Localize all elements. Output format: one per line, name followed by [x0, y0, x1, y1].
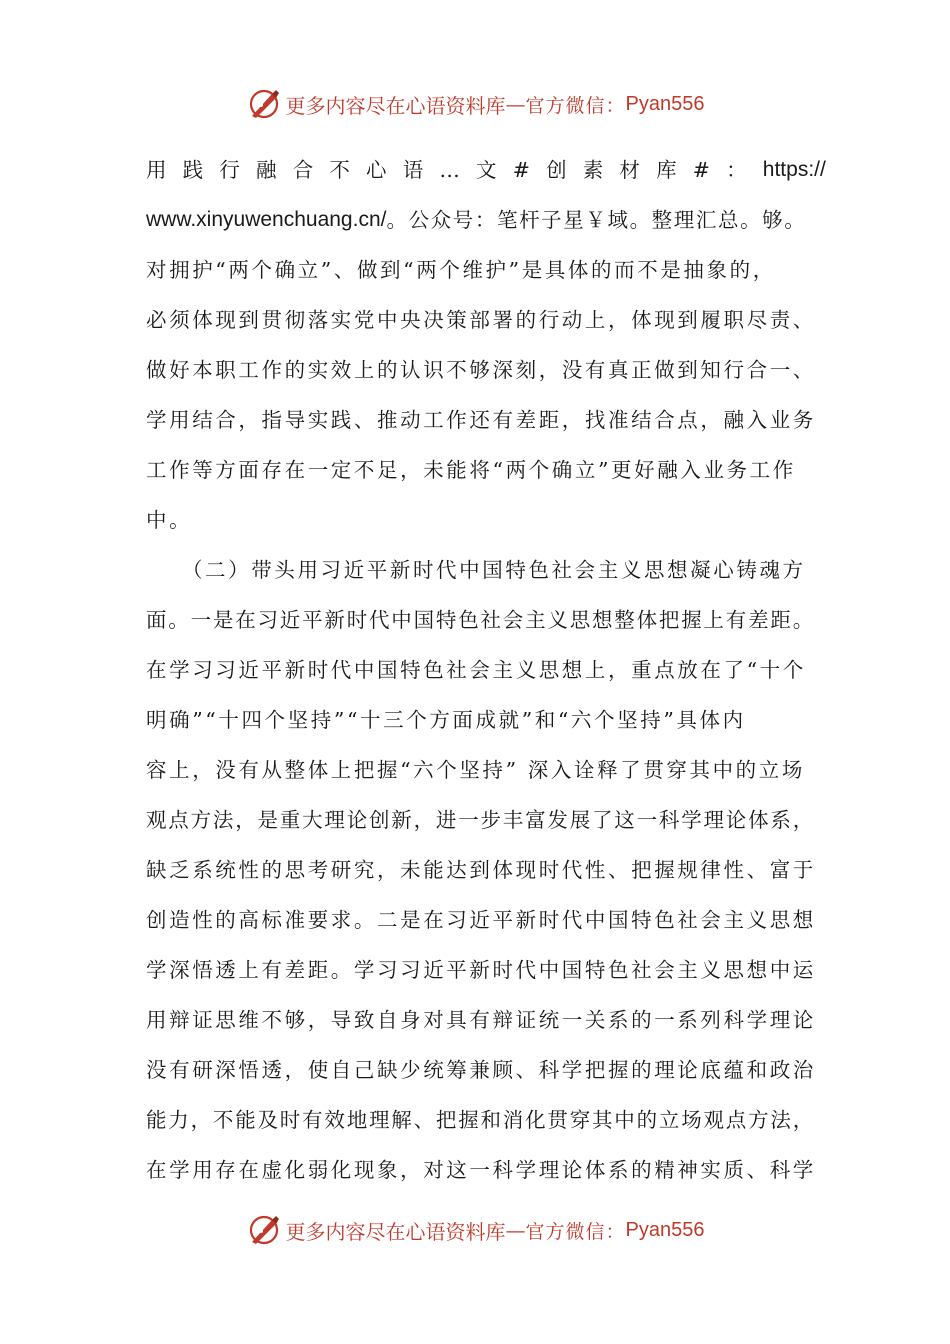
body-line: 必须体现到贯彻落实党中央决策部署的行动上，体现到履职尽责、: [146, 308, 816, 332]
body-line: 学深悟透上有差距。学习习近平新时代中国特色社会主义思想中运: [146, 958, 816, 982]
body-line-2: [146, 198, 826, 248]
char: 践: [182, 158, 204, 182]
char: 文: [476, 158, 497, 182]
body-line: 面。一是在习近平新时代中国特色社会主义思想整体把握上有差距。: [146, 608, 815, 632]
body-line: 没有研深悟透，使自己缺少统筹兼顾、科学把握的理论底蕴和政治: [146, 1058, 816, 1082]
char: …: [439, 158, 460, 182]
char: 心: [366, 158, 387, 182]
section-heading-line: （二）带头用习近平新时代中国特色社会主义思想凝心铸魂方: [146, 558, 806, 582]
url-link[interactable]: www.xinyuwenchuang.cn/: [146, 208, 387, 231]
footer-wechat-id: Pyan556: [625, 1218, 705, 1241]
body-line: 在学用存在虚化弱化现象，对这一科学理论体系的精神实质、科学: [146, 1158, 816, 1182]
header-site-name: 更多内容尽在心语资料库: [285, 93, 506, 118]
footer-watermark: [0, 1210, 950, 1250]
body-line: 在学习习近平新时代中国特色社会主义思想上，重点放在了“十个: [146, 658, 806, 682]
body-line: 容上，没有从整体上把握“六个坚持” 深入诠释了贯穿其中的立场: [146, 758, 805, 782]
char: 行: [219, 158, 240, 182]
header-wechat-label: 官方微信：: [525, 94, 626, 117]
body-line: 工作等方面存在一定不足，未能将“两个确立”更好融入业务工作: [146, 458, 796, 482]
char: 素: [582, 158, 604, 182]
footer-wechat-label: 官方微信：: [525, 1220, 626, 1243]
body-line: 中。: [146, 508, 193, 532]
char: 融: [256, 158, 277, 182]
document-body: [146, 148, 826, 1198]
pen-logo-icon: [246, 86, 282, 122]
body-line: 学用结合，指导实践、推动工作还有差距，找准结合点，融入业务: [146, 408, 816, 432]
char: ：: [726, 158, 747, 182]
body-line: 用辩证思维不够，导致自身对具有辩证统一关系的一系列科学理论: [146, 1008, 816, 1032]
char: 用: [146, 158, 167, 182]
body-line: 创造性的高标准要求。二是在习近平新时代中国特色社会主义思想: [146, 908, 816, 932]
body-line: 观点方法，是重大理论创新，进一步丰富发展了这一科学理论体系，: [146, 808, 815, 832]
pen-logo-icon: [246, 1212, 282, 1248]
char: #: [692, 158, 710, 182]
body-line: 缺乏系统性的思考研究，未能达到体现时代性、把握规律性、富于: [146, 858, 816, 882]
header-wechat-id: Pyan556: [625, 92, 705, 115]
char: 创: [546, 158, 567, 182]
body-line: 明确”“十四个坚持”“十三个方面成就”和“六个坚持”具体内: [146, 708, 746, 732]
body-line: 对拥护“两个确立”、做到“两个维护”是具体的而不是抽象的，: [146, 258, 776, 282]
footer-dash: —: [505, 1218, 526, 1242]
body-line-1: [146, 148, 826, 198]
body-text: 。公众号：笔杆子星￥域。整理汇总。够。: [386, 208, 807, 232]
char: 语: [402, 158, 424, 182]
body-line: 做好本职工作的实效上的认识不够深刻，没有真正做到知行合一、: [146, 358, 816, 382]
body-line: 能力，不能及时有效地理解、把握和消化贯穿其中的立场观点方法，: [146, 1108, 815, 1132]
char: 合: [292, 158, 314, 182]
char: 不: [329, 158, 350, 182]
header-dash: —: [505, 92, 526, 116]
char: 库: [656, 158, 677, 182]
url-link[interactable]: https://: [762, 158, 826, 181]
header-watermark: [0, 84, 950, 124]
char: 材: [619, 158, 640, 182]
footer-site-name: 更多内容尽在心语资料库: [285, 1219, 506, 1244]
char: #: [512, 158, 530, 182]
